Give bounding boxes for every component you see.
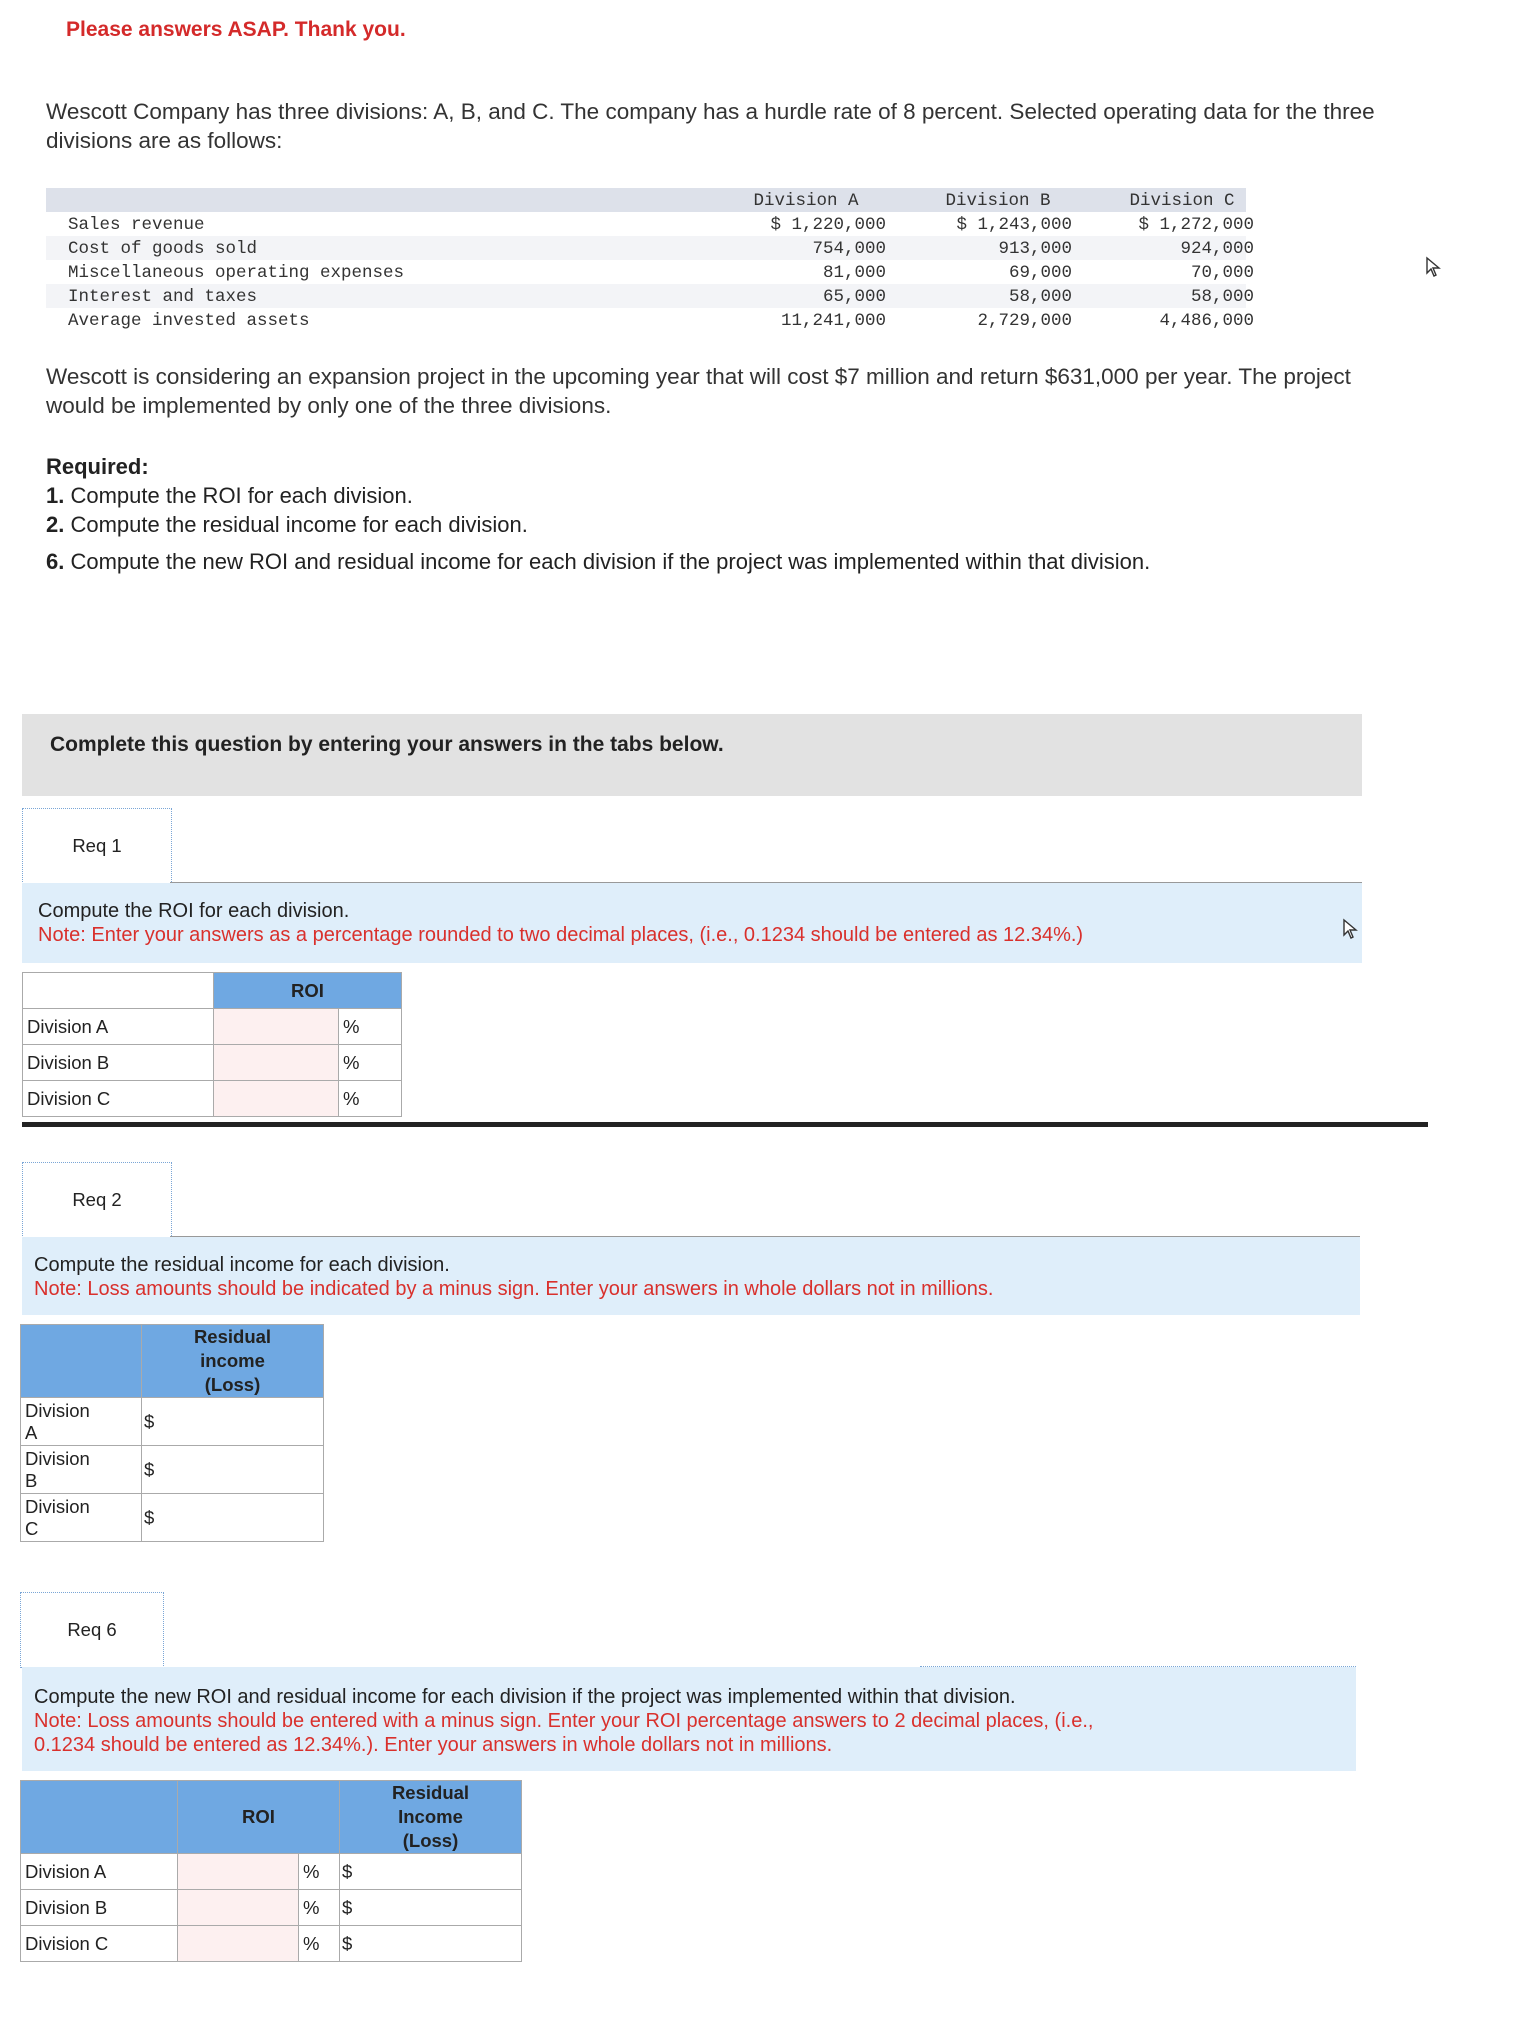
req1-info-box: [22, 883, 1362, 963]
row-label: Miscellaneous operating expenses: [68, 263, 405, 283]
cell-value: 81,000: [822, 263, 886, 283]
new-residual-income-input-division-b[interactable]: [360, 1890, 522, 1926]
operating-data-table: [46, 188, 1254, 336]
table-row: [46, 308, 1254, 332]
mouse-cursor-icon: [1342, 918, 1360, 940]
dollar-unit: $: [142, 1446, 165, 1494]
col-header-division-b: Division B: [945, 191, 1051, 211]
new-roi-input-division-b[interactable]: [178, 1890, 299, 1926]
section-separator: [22, 1122, 1428, 1127]
row-label: Sales revenue: [68, 215, 205, 235]
instructions-text: Complete this question by entering your answers in the tabs below.: [50, 733, 724, 756]
required-heading: Required:: [46, 454, 149, 479]
percent-unit: %: [299, 1854, 340, 1890]
table-row: [21, 1398, 324, 1446]
cell-value: 924,000: [1180, 239, 1254, 259]
req6-note-line-1: Note: Loss amounts should be entered with a minus sign. Enter your ROI percentage answers to 2 decimal places, (i.e.,: [34, 1710, 1094, 1732]
required-item-1: [46, 481, 1150, 510]
table-row: [21, 1494, 324, 1542]
tab-req-2[interactable]: [22, 1162, 172, 1238]
cell-value: 2,729,000: [977, 311, 1072, 331]
req6-note-line-2: 0.1234 should be entered as 12.34%.). Enter your answers in whole dollars not in millions.: [34, 1734, 833, 1756]
new-roi-input-division-c[interactable]: [178, 1926, 299, 1962]
row-label: Interest and taxes: [68, 287, 258, 307]
cell-value: 11,241,000: [780, 311, 886, 331]
item-number: 2.: [46, 512, 65, 537]
row-label: Division B: [23, 1045, 214, 1081]
mouse-cursor-icon: [1425, 256, 1443, 278]
req2-residual-income-table: [20, 1324, 324, 1542]
dollar-unit: $: [340, 1890, 361, 1926]
row-label: Division A: [23, 1009, 214, 1045]
residual-income-header: [340, 1781, 522, 1854]
table-row: [21, 1890, 522, 1926]
row-label: Division B: [21, 1890, 178, 1926]
percent-unit: %: [339, 1081, 402, 1117]
residual-income-input-division-a[interactable]: [164, 1398, 324, 1446]
cell-value: 70,000: [1190, 263, 1254, 283]
row-label: [21, 1398, 142, 1446]
table-row: [46, 212, 1254, 236]
row-label-line: B: [25, 1469, 38, 1491]
item-number: 6.: [46, 549, 65, 574]
tab-label: Req 2: [72, 1189, 122, 1210]
expansion-text: [46, 362, 1351, 420]
roi-input-division-b[interactable]: [214, 1045, 339, 1081]
table-row: [23, 1009, 402, 1045]
req6-info-box: [22, 1667, 1356, 1771]
residual-income-input-division-b[interactable]: [164, 1446, 324, 1494]
row-label-line: Division: [25, 1399, 90, 1421]
req2-prompt: Compute the residual income for each division.: [34, 1254, 450, 1276]
expansion-line-1: Wescott is considering an expansion project in the upcoming year that will cost $7 million and return $631,000 per year. The project: [46, 364, 1351, 389]
urgent-note: Please answers ASAP. Thank you.: [66, 18, 406, 41]
row-label-line: A: [25, 1421, 38, 1443]
row-label-line: Division: [25, 1447, 90, 1469]
tab-label: Req 6: [67, 1619, 117, 1640]
new-residual-income-input-division-a[interactable]: [360, 1854, 522, 1890]
item-text: Compute the ROI for each division.: [70, 483, 413, 508]
tab-label: Req 1: [72, 835, 122, 856]
cell-value: 754,000: [812, 239, 886, 259]
header-line: Income: [398, 1806, 463, 1827]
roi-input-division-a[interactable]: [214, 1009, 339, 1045]
table-row: [23, 1045, 402, 1081]
roi-input-division-c[interactable]: [214, 1081, 339, 1117]
expansion-line-2: would be implemented by only one of the three divisions.: [46, 393, 612, 418]
req2-info-box: [22, 1237, 1360, 1315]
new-residual-income-input-division-c[interactable]: [360, 1926, 522, 1962]
req1-roi-table: [22, 972, 402, 1117]
cell-value: 69,000: [1008, 263, 1072, 283]
roi-header: ROI: [178, 1781, 340, 1854]
percent-unit: %: [299, 1926, 340, 1962]
cell-value: 58,000: [1190, 287, 1254, 307]
row-label: Division C: [21, 1926, 178, 1962]
item-text: Compute the residual income for each division.: [70, 512, 528, 537]
tab-req-6[interactable]: [20, 1592, 164, 1668]
required-item-2: [46, 510, 1150, 539]
header-line: Residual: [193, 1326, 272, 1347]
cell-value: 4,486,000: [1159, 311, 1254, 331]
table-row: [21, 1446, 324, 1494]
cell-value: 58,000: [1008, 287, 1072, 307]
residual-income-header: [142, 1325, 324, 1398]
residual-income-input-division-c[interactable]: [164, 1494, 324, 1542]
row-label-line: Division: [25, 1495, 90, 1517]
dollar-unit: $: [340, 1854, 361, 1890]
table-row: [23, 1081, 402, 1117]
row-label: Division A: [21, 1854, 178, 1890]
row-label: [21, 1446, 142, 1494]
tab-req-1[interactable]: [22, 808, 172, 884]
percent-unit: %: [339, 1009, 402, 1045]
item-number: 1.: [46, 483, 65, 508]
row-label: Cost of goods sold: [68, 239, 258, 259]
item-text: Compute the new ROI and residual income for each division if the project was implemented within that division.: [70, 549, 1151, 574]
table-row: [46, 236, 1254, 260]
dollar-unit: $: [340, 1926, 361, 1962]
empty-header: [21, 1325, 142, 1398]
empty-header: [21, 1781, 178, 1854]
col-header-division-a: Division A: [753, 191, 859, 211]
row-label-line: C: [25, 1517, 39, 1539]
cell-value: 65,000: [822, 287, 886, 307]
col-header-division-c: Division C: [1129, 191, 1235, 211]
table-row: [46, 260, 1254, 284]
header-line: (Loss): [402, 1830, 459, 1851]
dollar-unit: $: [142, 1398, 165, 1446]
percent-unit: %: [339, 1045, 402, 1081]
row-label: [21, 1494, 142, 1542]
new-roi-input-division-a[interactable]: [178, 1854, 299, 1890]
cell-value: 913,000: [998, 239, 1072, 259]
empty-header: [23, 973, 214, 1009]
problem-intro: [46, 97, 1375, 155]
req6-table: [20, 1780, 522, 1962]
req2-note: Note: Loss amounts should be indicated by a minus sign. Enter your answers in whole dollars not in millions.: [34, 1278, 994, 1300]
req6-prompt: Compute the new ROI and residual income for each division if the project was implemented within that division.: [34, 1686, 1016, 1708]
row-label: Division C: [23, 1081, 214, 1117]
intro-line-1: Wescott Company has three divisions: A, B, and C. The company has a hurdle rate of 8 percent. Selected operating data for the three: [46, 99, 1375, 124]
roi-header: ROI: [214, 973, 402, 1009]
req1-prompt: Compute the ROI for each division.: [38, 900, 350, 922]
table-row: [21, 1926, 522, 1962]
required-section: [46, 452, 1150, 576]
dollar-unit: $: [142, 1494, 165, 1542]
cell-value: $ 1,243,000: [956, 215, 1072, 235]
row-label: Average invested assets: [68, 311, 310, 331]
header-line: (Loss): [204, 1374, 261, 1395]
header-line: income: [200, 1350, 265, 1371]
header-line: Residual: [391, 1782, 470, 1803]
percent-unit: %: [299, 1890, 340, 1926]
req1-note: Note: Enter your answers as a percentage rounded to two decimal places, (i.e., 0.1234 should be entered as 12.34%.): [38, 924, 1084, 946]
table-row: [21, 1854, 522, 1890]
intro-line-2: divisions are as follows:: [46, 128, 283, 153]
required-item-6: [46, 547, 1150, 576]
cell-value: $ 1,220,000: [770, 215, 886, 235]
cell-value: $ 1,272,000: [1138, 215, 1254, 235]
table-row: [46, 284, 1254, 308]
